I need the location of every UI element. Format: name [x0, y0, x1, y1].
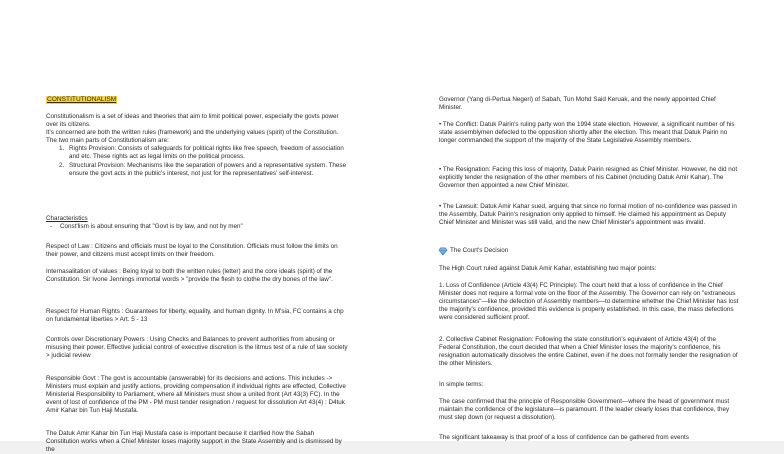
paragraph-responsible-govt: Responsible Govt : The govt is accountable (answerable) for its decisions and actions. This includes -> Ministers must explain and justify actions, providing compensation if individual rights are effected, Collective Ministerial Responsibility to Parliament, where all Ministers must show a united front (Art 43(3) FC). In the event of lost of confidence of the PM - PM must tender resignation / request for dissolution Art 43(4) : D4tuk Amir Kahar bin Tun Haji Mustafa. — [46, 375, 346, 415]
characteristics-block — [46, 215, 348, 231]
point-loss-of-confidence: 1. Loss of Confidence (Article 43(4) FC Principle): The court held that a loss of confidence in the Chief Minister does not require a formal vote on the floor of the Assembly. The Governor can rely on "extraneous circumstances"—like the defection of Assembly members—to determine whether the Chief Minister has lost the majority's confidence, provided this evidence is properly established. In this case, the mass defections were considered sufficient proof. — [439, 282, 739, 322]
parts-list — [46, 145, 348, 177]
court-decision-heading — [439, 247, 739, 255]
paragraph-discretionary-powers: Controls over Discretionary Powers : Using Checks and Balances to prevent authorities from abusing or misusing their power. Effective judicial control of executive discretion is the litmus test of a rule of law society > judicial review — [46, 336, 348, 360]
list-item: - Const'lism is about ensuring that "Govt is by law, and not by men" — [60, 223, 348, 231]
paragraph-respect-of-law: Respect of Law : Citizens and officials must be loyal to the Constitution. Officials must follow the limits on their power, and citizens must accept limits on their freedom. — [46, 243, 338, 259]
intro-paragraph — [46, 113, 348, 178]
bullet-lawsuit: • The Lawsuit: Datuk Amir Kahar sued, arguing that since no formal motion of no-confidence was passed in the Assembly, Datuk Pairin's resignation only applied to himself. He claimed his appointment as Deputy Chief Minister and Minister was still valid, and the new Chief Minister's appointment was invalid. — [439, 203, 737, 227]
paragraph-internalisation: Internasalitation of values : Being loyal to both the written rules (letter) and the core ideals (spirit) of the Constitution. Sir Ivone Jennings immortal words > "provide the flesh to clothe the dry bones of the law". — [46, 268, 333, 284]
characteristics-heading: Characteristics — [46, 215, 88, 222]
gem-icon — [439, 247, 447, 255]
bullet-conflict: • The Conflict: Datuk Pairin's ruling party won the 1994 state election. However, a significant number of his state assemblymen defected to the opposition shortly after the election. This meant that Datuk Pairin no longer commanded the support of the majority of the State Legislative Assembly members. — [439, 121, 735, 145]
intro-line: It's concerned are both the written rules (framework) and the underlying values (spirit) of the Constitution. — [46, 129, 339, 137]
section-title: The Court's Decision — [450, 247, 509, 254]
takeaway-paragraph: The significant takeaway is that proof of a loss of confidence can be gathered from events — [439, 434, 689, 441]
list-item: 2. Structural Provision: Mechanisms like the separation of powers and a representative system. These ensure the govt acts in the public's interest, not just for the representatives' self-interest. — [66, 162, 348, 178]
paragraph-case-intro: The Datuk Amir Kahar bin Tun Haji Mustafa case is important because it clarified how the Sabah Constitution works when a Chief Minister loses majority support in the State Assembly and is dismissed by the — [46, 430, 342, 454]
simple-terms-text: The case confirmed that the principle of Responsible Government—where the head of government must maintain the confidence of the legislature—is paramount. If the leader clearly loses that confidence, they must step down (or request a dissolution). — [439, 398, 730, 422]
intro-line: The two main parts of Constitutionalism are: — [46, 137, 169, 145]
paragraph-human-rights: Respect for Human Rights : Guarantees for liberty, equality, and human dignity. In M'sia, FC contains a chp on fundamental liberties > Art. 5 - 13 — [46, 308, 344, 324]
intro-line: Constitutionalism is a set of ideas and theories that aim to limit political power, especially the govts power over its citizens. — [46, 113, 339, 129]
bullet-resignation: • The Resignation: Facing this loss of majority, Datuk Pairin resigned as Chief Minister. However, he did not explicitly tender the resignation of the other members of his Cabinet (including Datuk Amir Kahar). The Governor then appointed a new Chief Minister. — [439, 166, 738, 190]
simple-terms-heading: In simple terms: — [439, 381, 484, 388]
section-heading: CONSTITUTIONALISM — [47, 96, 117, 103]
point-collective-resignation: 2. Collective Cabinet Resignation: Following the state constitution's equivalent of Article 43(4) of the Federal Constitution, the court decided that when a Chief Minister loses the majority's confidence, his resignation automatically dissolves the entire Cabinet, even if he does not formally tender the resignation of the other Ministers. — [439, 336, 738, 368]
characteristics-list — [46, 223, 348, 231]
continuation-paragraph: Governor (Yang di-Pertua Negeri) of Sabah, Tun Mohd Said Keruak, and the newly appointed Chief Minister. — [439, 96, 716, 112]
decision-intro: The High Court ruled against Datuk Amir Kahar, establishing two major points: — [439, 265, 657, 272]
list-item: 1. Rights Provision: Consists of safeguards for political rights like free speech, freedom of association and etc. These rights act as legal limits on the political process. — [66, 145, 348, 161]
